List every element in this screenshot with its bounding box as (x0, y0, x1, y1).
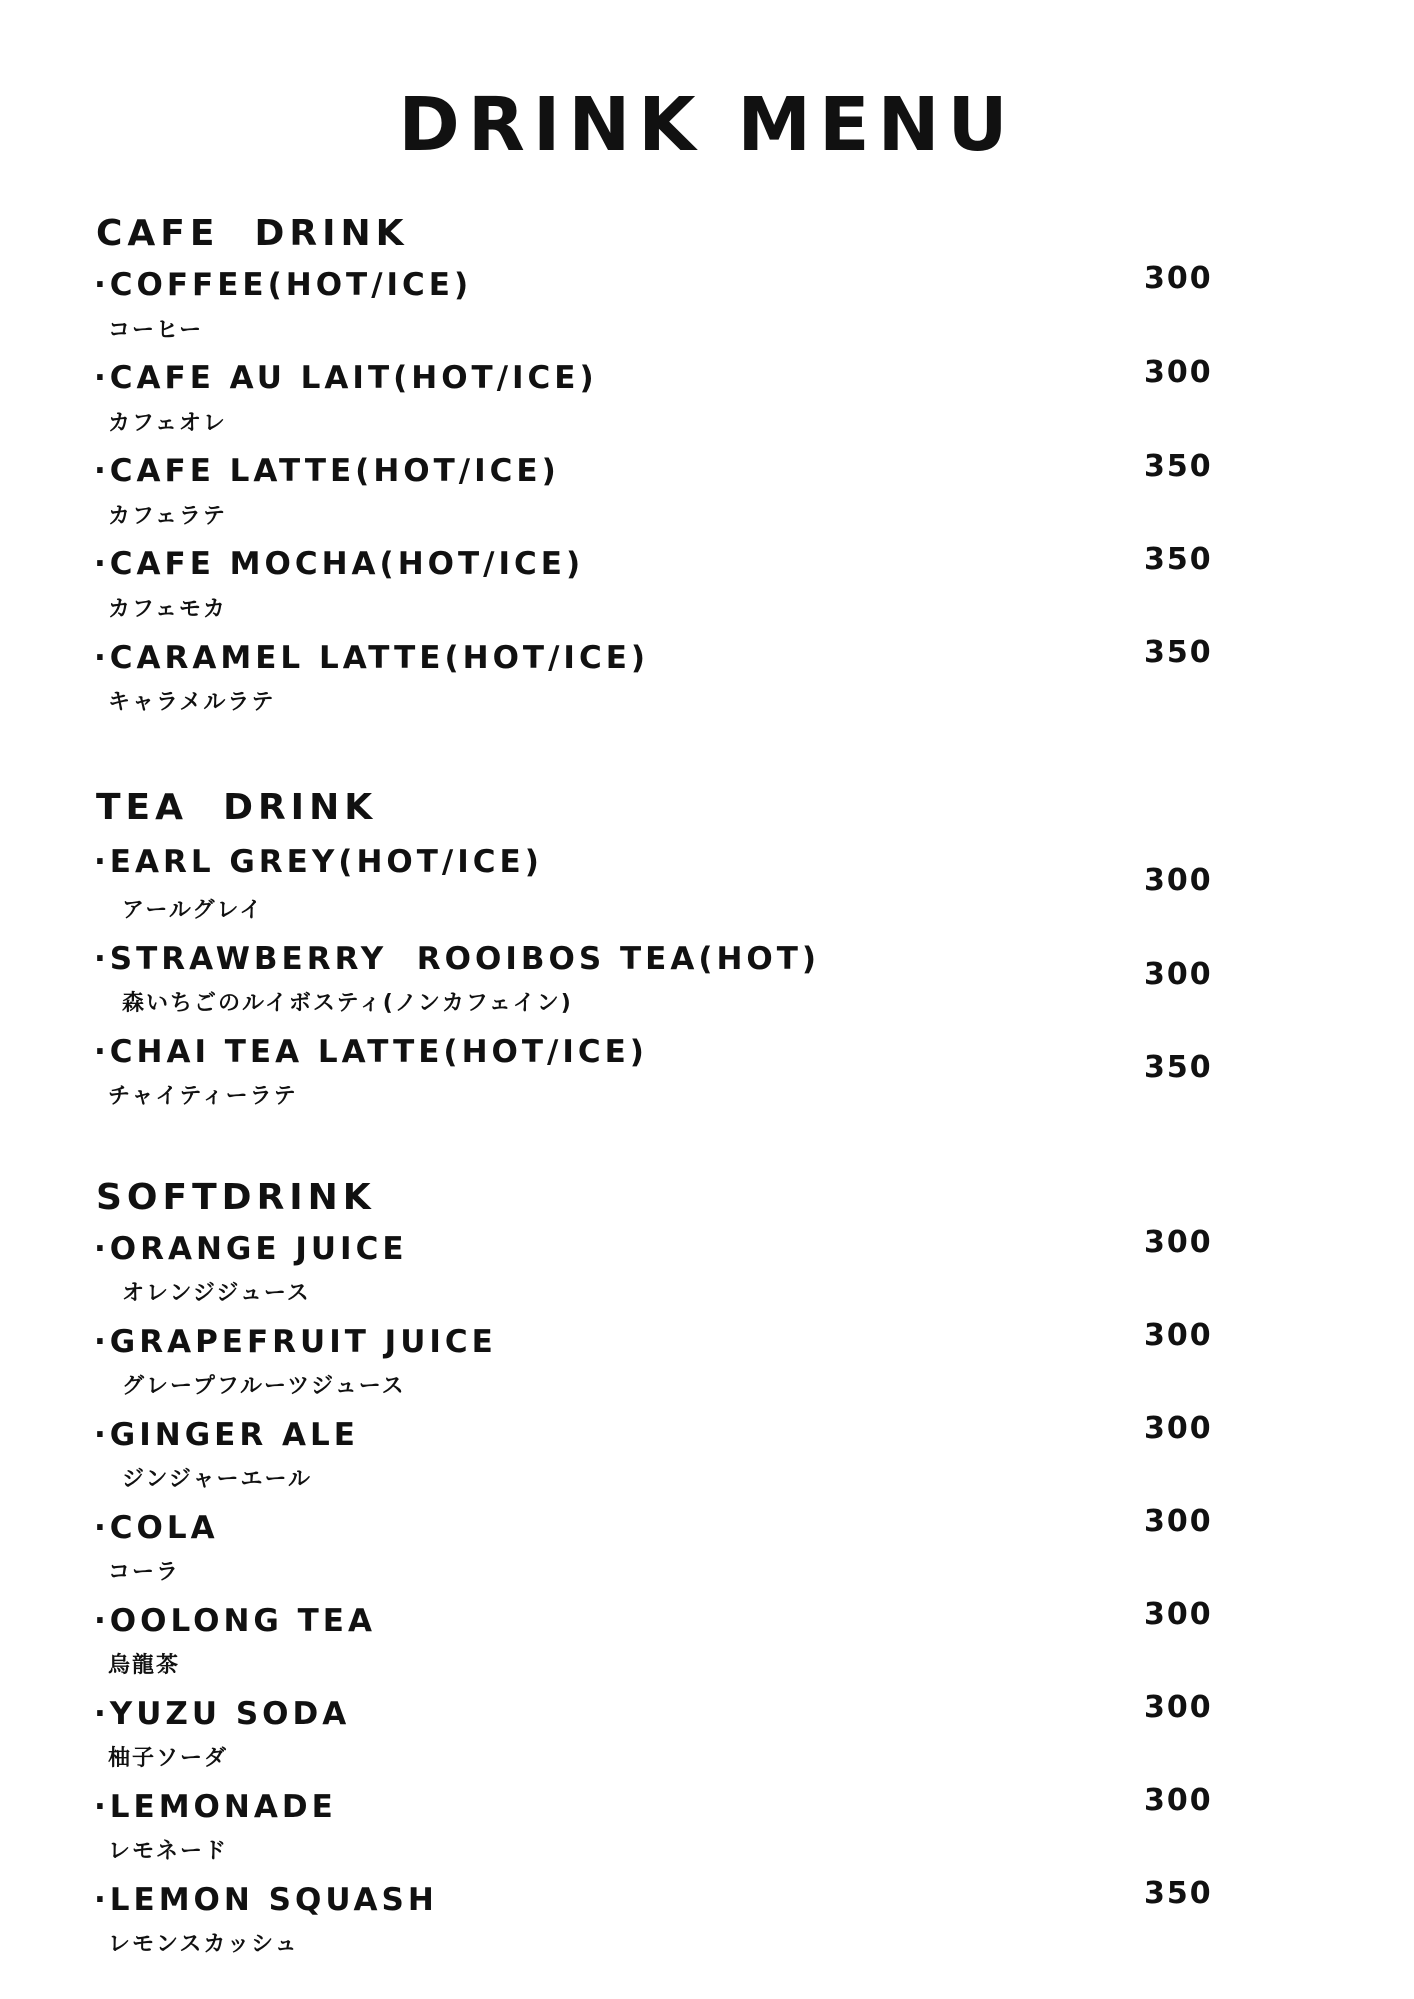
menu-item-name: ·LEMON SQUASH (94, 1882, 438, 1918)
menu-item-price: 300 (1144, 1783, 1213, 1818)
menu-item-name: ·CHAI TEA LATTE(HOT/ICE) (94, 1034, 648, 1070)
menu-item-price: 300 (1144, 261, 1213, 296)
menu-item-japanese: レモネード (108, 1839, 229, 1864)
menu-item-price: 300 (1144, 1597, 1213, 1632)
menu-item-japanese: カフェラテ (108, 504, 227, 529)
menu-item-japanese: レモンスカッシュ (108, 1932, 299, 1957)
menu-item-price: 300 (1144, 957, 1213, 992)
menu-item-name: ·STRAWBERRY ROOIBOS TEA(HOT) (94, 941, 821, 977)
menu-item-price: 300 (1144, 355, 1213, 390)
menu-item-japanese: キャラメルラテ (108, 690, 276, 715)
menu-item-price: 350 (1144, 449, 1213, 484)
menu-item-japanese: チャイティーラテ (108, 1084, 298, 1109)
section-heading-softdrink: SOFTDRINK (96, 1177, 376, 1218)
menu-item-name: ·COFFEE(HOT/ICE) (94, 267, 473, 303)
menu-item-japanese: カフェオレ (108, 411, 227, 436)
menu-item-name: ·GINGER ALE (94, 1417, 359, 1453)
menu-item-japanese: アールグレイ (122, 898, 264, 923)
menu-item-japanese: 森いちごのルイボスティ(ノンカフェイン) (122, 991, 573, 1016)
menu-item-price: 300 (1144, 863, 1213, 898)
menu-item-name: ·EARL GREY(HOT/ICE) (94, 844, 543, 880)
menu-item-price: 350 (1144, 542, 1213, 577)
page-title: DRINK MENU (398, 82, 1016, 168)
menu-item-name: ·CAFE LATTE(HOT/ICE) (94, 453, 560, 489)
menu-item-price: 300 (1144, 1690, 1213, 1725)
section-heading-cafe: CAFE DRINK (96, 213, 409, 254)
menu-item-japanese: コーラ (108, 1560, 181, 1585)
menu-item-price: 300 (1144, 1225, 1213, 1260)
menu-item-name: ·CAFE MOCHA(HOT/ICE) (94, 546, 585, 582)
menu-item-name: ·CARAMEL LATTE(HOT/ICE) (94, 640, 650, 676)
menu-item-japanese: カフェモカ (108, 597, 227, 622)
menu-item-name: ·ORANGE JUICE (94, 1231, 408, 1267)
menu-item-name: ·GRAPEFRUIT JUICE (94, 1324, 497, 1360)
menu-item-price: 300 (1144, 1504, 1213, 1539)
menu-item-japanese: 烏龍茶 (108, 1653, 181, 1678)
menu-item-japanese: 柚子ソーダ (108, 1746, 229, 1771)
menu-item-price: 350 (1144, 635, 1213, 670)
menu-item-name: ·OOLONG TEA (94, 1603, 376, 1639)
menu-item-price: 350 (1144, 1050, 1213, 1085)
menu-item-name: ·YUZU SODA (94, 1696, 351, 1732)
menu-item-price: 300 (1144, 1411, 1213, 1446)
section-heading-tea: TEA DRINK (96, 787, 378, 828)
menu-item-japanese: ジンジャーエール (122, 1467, 313, 1492)
menu-item-name: ·CAFE AU LAIT(HOT/ICE) (94, 360, 598, 396)
menu-item-japanese: オレンジジュース (122, 1281, 311, 1306)
menu-item-name: ·LEMONADE (94, 1789, 337, 1825)
menu-item-japanese: コーヒー (108, 318, 204, 343)
menu-item-japanese: グレープフルーツジュース (122, 1374, 406, 1399)
menu-item-price: 350 (1144, 1876, 1213, 1911)
menu-item-price: 300 (1144, 1318, 1213, 1353)
menu-item-name: ·COLA (94, 1510, 219, 1546)
